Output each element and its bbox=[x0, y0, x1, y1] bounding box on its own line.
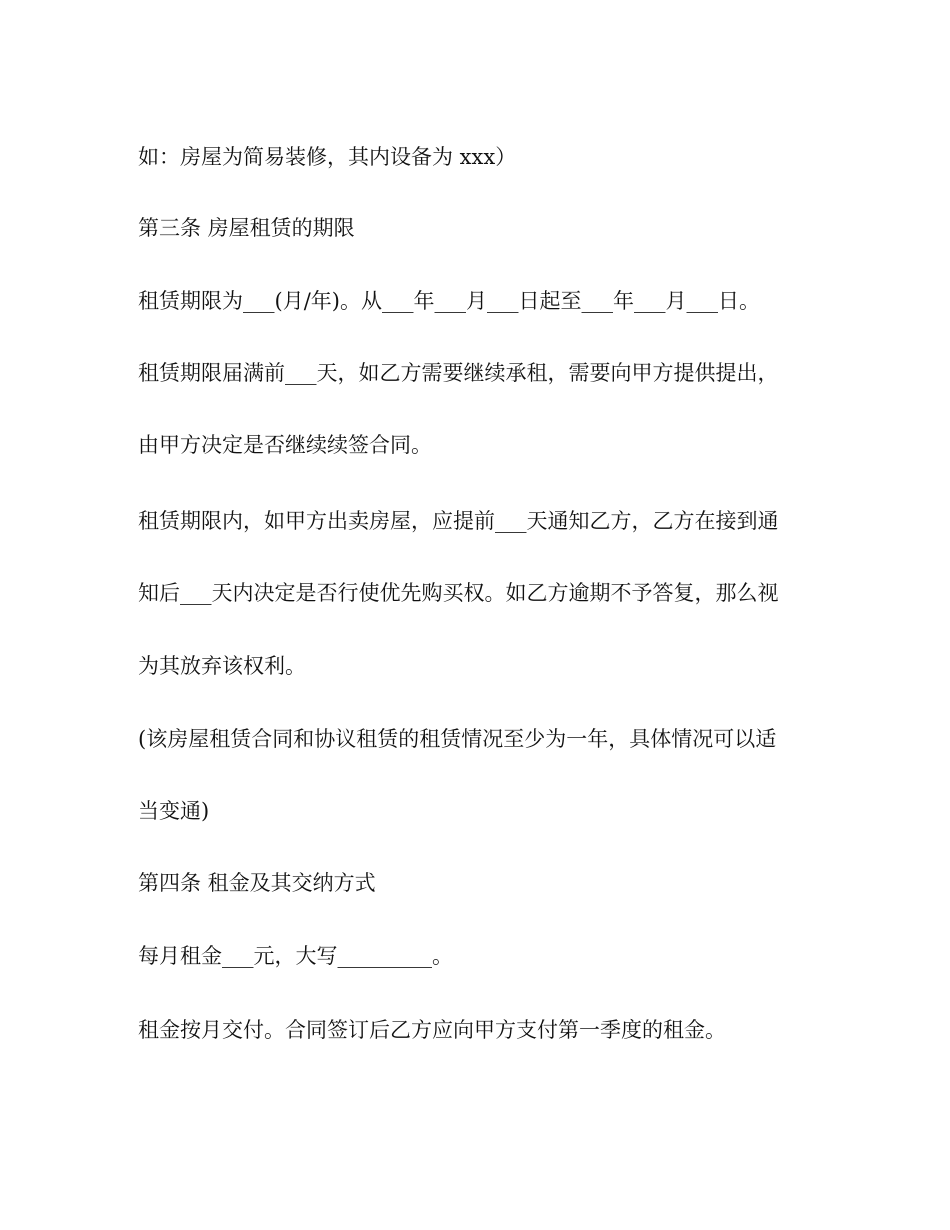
text-line-10: 当变通) bbox=[138, 799, 210, 823]
section-heading-article-3: 第三条 房屋租赁的期限 bbox=[138, 216, 355, 240]
text-line-3: 租赁期限为___(月/年)。从___年___月___日起至___年___月___日。 bbox=[138, 289, 760, 313]
text-line-8: 为其放弃该权利。 bbox=[138, 654, 306, 678]
text-line-13: 租金按月交付。合同签订后乙方应向甲方支付第一季度的租金。 bbox=[138, 1018, 726, 1042]
text-line-7: 知后___天内决定是否行使优先购买权。如乙方逾期不予答复，那么视 bbox=[138, 581, 779, 605]
text-line-6: 租赁期限内，如甲方出卖房屋，应提前___天通知乙方，乙方在接到通 bbox=[138, 509, 779, 533]
section-heading-article-4: 第四条 租金及其交纳方式 bbox=[138, 871, 376, 895]
text-line-9: (该房屋租赁合同和协议租赁的租赁情况至少为一年，具体情况可以适 bbox=[138, 727, 777, 751]
text-line-5: 由甲方决定是否继续续签合同。 bbox=[138, 433, 432, 457]
text-line-1: 如：房屋为简易装修，其内设备为 xxx） bbox=[138, 145, 517, 169]
text-line-4: 租赁期限届满前___天，如乙方需要继续承租，需要向甲方提供提出， bbox=[138, 361, 779, 385]
text-line-12: 每月租金___元，大写_________。 bbox=[138, 944, 453, 968]
